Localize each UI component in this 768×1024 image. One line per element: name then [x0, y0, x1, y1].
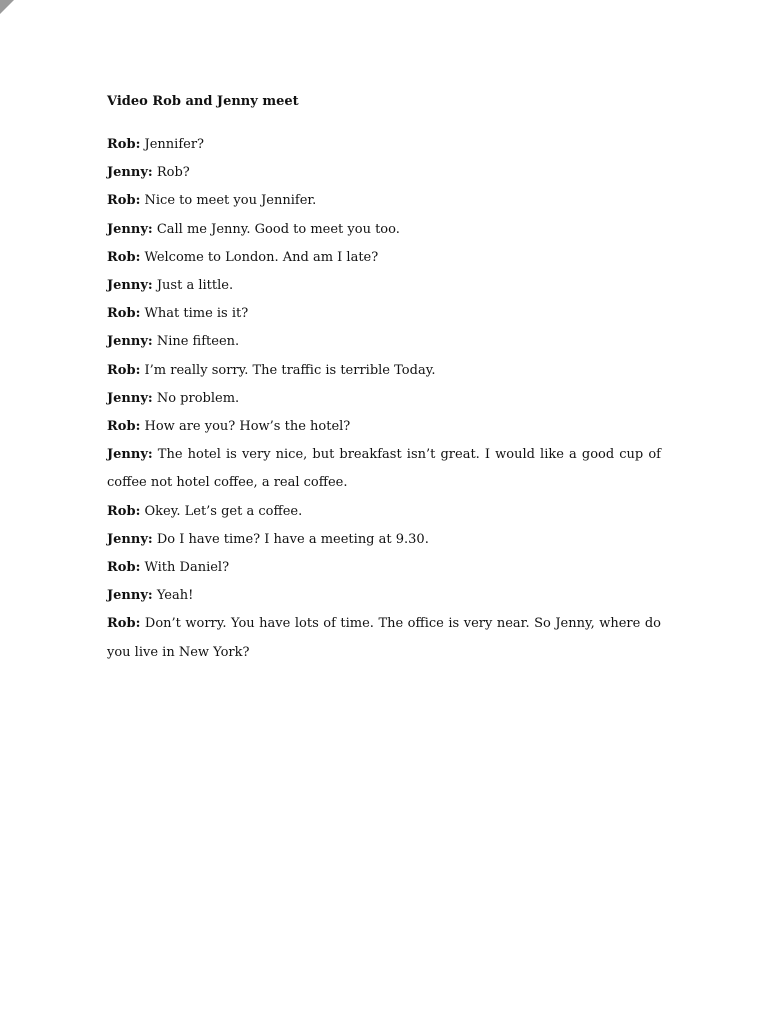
dialogue-text: Yeah! — [156, 588, 194, 604]
dialogue-text: No problem. — [156, 390, 240, 406]
speaker-label: Jenny: — [107, 588, 153, 604]
dialogue-line — [107, 272, 661, 300]
speaker-label: Jenny: — [107, 334, 153, 350]
speaker-label: Rob: — [107, 193, 141, 209]
dialogue-text: What time is it? — [144, 306, 249, 322]
dialogue-line — [107, 187, 661, 215]
dialogue-text: The hotel is very nice, but breakfast isn’t great. I would like a good cup of coffee not hotel coffee, a real coffee. — [107, 447, 661, 491]
dialogue-line — [107, 357, 661, 385]
speaker-label: Jenny: — [107, 531, 153, 547]
dialogue-line — [107, 610, 661, 666]
dialogue-line — [107, 582, 661, 610]
speaker-label: Jenny: — [107, 221, 153, 237]
dialogue-line — [107, 131, 661, 159]
speaker-label: Rob: — [107, 560, 141, 576]
dialogue-text: I’m really sorry. The traffic is terrible Today. — [144, 362, 436, 378]
dialogue-text: Don’t worry. You have lots of time. The office is very near. So Jenny, where do you live in New York? — [107, 616, 661, 660]
dialogue-text: Jennifer? — [144, 137, 205, 152]
dialogue-line — [107, 216, 661, 244]
dialogue-line — [107, 328, 661, 356]
speaker-label: Jenny: — [107, 390, 153, 406]
dialogue-text: Welcome to London. And am I late? — [144, 249, 379, 265]
dialogue-text: How are you? How’s the hotel? — [144, 419, 351, 435]
dialogue-line — [107, 244, 661, 272]
speaker-label: Rob: — [107, 306, 141, 322]
speaker-label: Rob: — [107, 616, 141, 632]
dialogue-text: Just a little. — [156, 278, 234, 294]
dialogue-text: Rob? — [156, 165, 190, 181]
page-corner-fold — [0, 0, 14, 14]
dialogue-line — [107, 159, 661, 187]
speaker-label: Rob: — [107, 419, 141, 435]
document-title: Video Rob and Jenny meet — [107, 94, 299, 109]
dialogue-text: Do I have time? I have a meeting at 9.30. — [156, 531, 429, 547]
document-content — [107, 92, 661, 667]
dialogue-line — [107, 300, 661, 328]
speaker-label: Jenny: — [107, 165, 153, 181]
dialogue-text: Call me Jenny. Good to meet you too. — [156, 221, 400, 237]
dialogue-line — [107, 554, 661, 582]
speaker-label: Jenny: — [107, 447, 153, 463]
speaker-label: Rob: — [107, 503, 141, 519]
speaker-label: Rob: — [107, 249, 141, 265]
dialogue-text: Nine fifteen. — [156, 334, 240, 350]
speaker-label: Rob: — [107, 137, 141, 152]
dialogue-line — [107, 441, 661, 497]
dialogue-text: Nice to meet you Jennifer. — [144, 193, 317, 209]
dialogue-text: With Daniel? — [144, 560, 230, 576]
speaker-label: Rob: — [107, 362, 141, 378]
speaker-label: Jenny: — [107, 278, 153, 294]
dialogue-line — [107, 413, 661, 441]
dialogue-text: Okey. Let’s get a coffee. — [144, 503, 303, 519]
dialogue-line — [107, 526, 661, 554]
dialogue-line — [107, 498, 661, 526]
dialogue-line — [107, 385, 661, 413]
